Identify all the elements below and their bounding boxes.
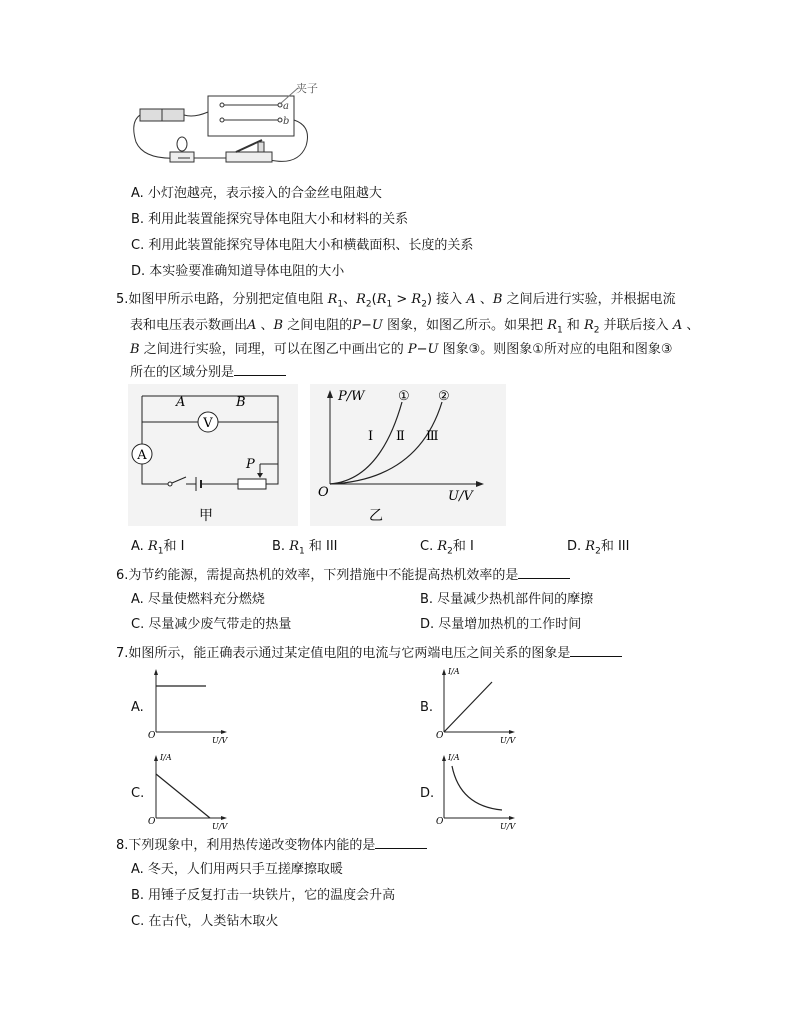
answer-blank [375,836,427,849]
answer-blank [518,566,570,579]
node-b-label: B [236,395,246,410]
q7-option-c-letter: C. [131,786,145,801]
q7-option-b-letter: B. [420,700,434,715]
q4-option-d: D. 本实验要准确知道导体电阻的大小 [131,264,345,279]
q5-text: 所在的区域分别是 [130,365,235,380]
q6-option-b: B. 尽量减少热机部件间的摩擦 [420,592,594,607]
q8-option-b: B. 用锤子反复打击一块铁片，它的温度会升高 [131,888,396,903]
q5-text: 并联后接入 [603,318,669,333]
ylabel: I/A [448,667,460,676]
answer-blank [234,363,286,376]
option-letter: C. [420,539,434,554]
option-text: 和 III [308,539,338,554]
region-1-label: Ⅰ [368,429,374,444]
option-letter: B. [272,539,286,554]
q7-option-a-letter: A. [131,700,144,715]
voltmeter-label: V [203,416,213,431]
q8-number: 8. [116,838,129,853]
ammeter-label: A [137,448,147,463]
q4-option-b: B. 利用此装置能探究导体电阻大小和材料的关系 [131,212,409,227]
origin-label: O [148,817,156,827]
wire-label-b: b [283,116,290,127]
graph-origin: O [318,485,329,500]
q7-graph-c [148,752,232,832]
q5-pu-graph [310,384,506,526]
q5-stem-line3: B 之间进行实验，同理，可以在图乙中画出它的 P−U 图象③。则图象①所对应的电阻和图象③ [130,342,673,357]
curve-2-label: ② [438,389,450,404]
q7-graph-a [148,666,232,746]
origin-label: O [148,731,156,741]
q4-option-a: A. 小灯泡越亮，表示接入的合金丝电阻越大 [131,186,382,201]
q6-option-c: C. 尽量减少废气带走的热量 [131,617,292,632]
q6-number: 6. [116,568,129,583]
q5-text: 如图甲所示电路，分别把定值电阻 [128,292,324,307]
figure-caption-jia: 甲 [199,508,213,524]
wire-label-a: a [283,101,289,112]
clip-label: 夹子 [296,82,318,95]
q6-option-d: D. 尽量增加热机的工作时间 [420,617,582,632]
q5-circuit-figure [128,384,298,526]
q5-text: 之间电阻的 [287,318,353,333]
q6-stem [116,566,570,585]
node-a-label: A [176,395,186,410]
q8-text: 下列现象中，利用热传递改变物体内能的是 [128,838,376,853]
q5-text: 接入 [436,292,463,307]
q7-graph-b [436,666,520,746]
q4-circuit-figure [130,82,330,174]
q7-text: 如图所示，能正确表示通过某定值电阻的电流与它两端电压之间关系的图象是 [128,646,571,661]
q6-text: 为节约能源，需提高热机的效率，下列措施中不能提高热机效率的是 [128,568,519,583]
answer-blank [570,644,622,657]
curve-1-label: ① [398,389,410,404]
option-text: 和 I [163,539,185,554]
q7-number: 7. [116,646,129,661]
slider-p-label: P [246,457,255,472]
q5-option-c: C. $R_2$和 I [420,539,474,557]
q5-option-b: B. $R_1$ 和 III [272,539,338,557]
q7-option-d-letter: D. [420,786,435,801]
region-2-label: Ⅱ [396,429,405,444]
ylabel: I/A [160,753,172,762]
figure-caption-yi: 乙 [369,508,383,524]
option-text: 和 I [452,539,474,554]
ylabel: I/A [448,753,460,762]
q5-text: 表和电压表示数画出 [130,318,248,333]
option-letter: D. [567,539,582,554]
q8-stem [116,836,427,855]
origin-label: O [436,817,444,827]
q5-text: 图象③。则图象①所对应的电阻和图象③ [442,342,673,357]
q5-number: 5. [116,292,129,307]
q5-text: 之间进行实验，同理，可以在图乙中画出它的 [143,342,404,357]
q5-stem-line2: 表和电压表示数画出A 、B 之间电阻的P−U 图象，如图乙所示。如果把 $R_1$ 和 $R_2$ 并联后接入 A 、 [130,318,700,336]
q7-stem [116,644,622,663]
q5-option-d: D. $R_2$和 III [567,539,630,557]
option-letter: A. [131,539,144,554]
q8-option-c: C. 在古代，人类钻木取火 [131,914,279,929]
q8-option-a: A. 冬天，人们用两只手互搓摩擦取暖 [131,862,343,877]
graph-ylabel: P/W [338,389,365,404]
xlabel: U/V [212,822,228,831]
q5-text: 图象，如图乙所示。如果把 [387,318,544,333]
origin-label: O [436,731,444,741]
q7-graph-d [436,752,520,832]
option-text: 和 III [600,539,630,554]
q5-stem-line4 [130,363,286,382]
xlabel: U/V [500,736,516,745]
q4-option-c: C. 利用此装置能探究导体电阻大小和横截面积、长度的关系 [131,238,474,253]
q6-option-a: A. 尽量使燃料充分燃烧 [131,592,265,607]
graph-xlabel: U/V [448,489,473,504]
region-3-label: Ⅲ [426,429,439,444]
q5-stem-line1: 5.如图甲所示电路，分别把定值电阻 $R_1$、$R_2(R_1 > R_2)$ 接入 A 、B 之间后进行实验，并根据电流 [116,292,676,310]
xlabel: U/V [212,736,228,745]
q5-text: 之间后进行实验，并根据电流 [506,292,676,307]
q5-option-a: A. $R_1$和 I [131,539,185,557]
xlabel: U/V [500,822,516,831]
